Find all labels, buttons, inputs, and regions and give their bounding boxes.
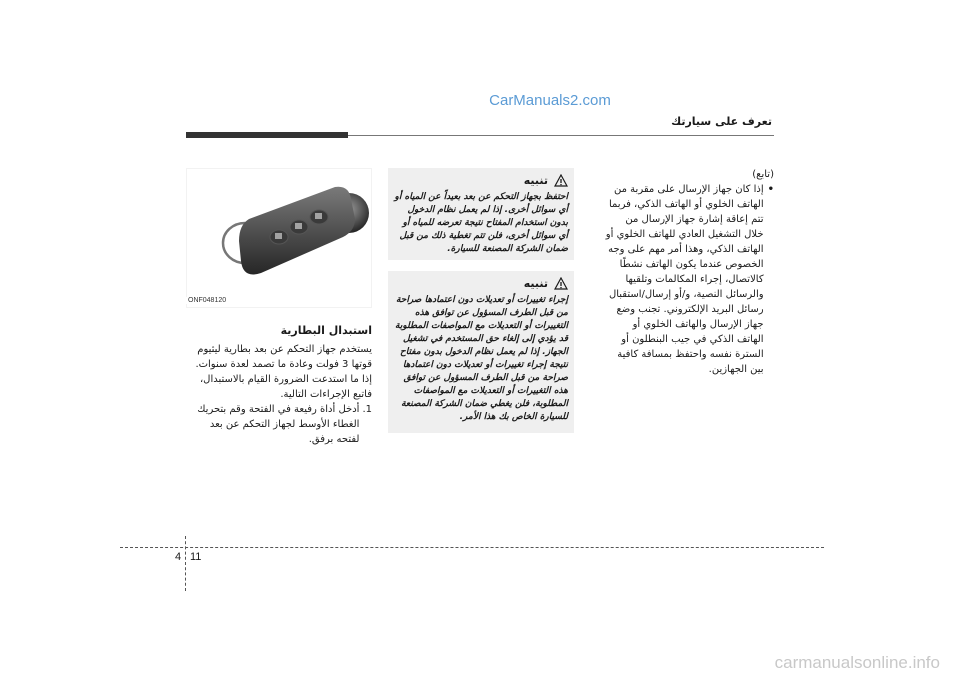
bullet-text: إذا كان جهاز الإرسال على مقربة من الهاتف الخلوي أو الهاتف الذكي، فربما تتم إعاقة إشارة جهاز الإرسال من خلال التشغيل العادي للهاتف الخلوي أو الهاتف الذكي، وهذا أمر مهم على وجه الخصوص عندما يكون الهاتف نشطًا كالاتصال، إجراء المكالمات وتلقيها والرسائل النصية، و/أو إرسال/استقبال رسائل البريد الإلكتروني. تجنب وضع جهاز الإرسال والهاتف الخلوي أو الهاتف الذكي في جيب البنطلون أو السترة نفسه واحتفظ بمسافة كافية بين الجهازين.: [605, 184, 764, 375]
caution-box-modifications: [388, 271, 574, 433]
footer-rule: [120, 547, 824, 548]
right-column: [604, 167, 774, 377]
header-bar: [186, 132, 348, 138]
warning-triangle-icon: [554, 174, 568, 187]
caution-text: احتفظ بجهاز التحكم عن بعد بعيداً عن المياه أو أي سوائل أخرى. إذا لم يعمل نظام الدخول بدون استخدام المفتاح نتيجة تعرضه للمياه أو أي سوائل أخرى، فلن تتم تغطية ذلك من قبل ضمان الشركة المصنعة للسيارة.: [394, 192, 568, 254]
caution-heading: [394, 277, 568, 290]
section-title: استبدال البطارية: [280, 324, 372, 337]
footer-divider: [185, 536, 186, 591]
section-number: 4: [175, 551, 182, 563]
step-text: أدخل أداة رفيعة في الفتحة وقم بتحريك الغطاء الأوسط لجهاز التحكم عن بعد لفتحه برفق.: [197, 404, 360, 445]
bullet-icon: •: [767, 184, 774, 195]
page-number: 11: [190, 551, 202, 563]
figure-code: ONF048120: [188, 297, 227, 304]
caution-label: تنبيه: [523, 277, 548, 290]
caution-label: تنبيه: [523, 174, 548, 187]
key-fob-figure: [186, 168, 372, 308]
bullet-item: [604, 182, 774, 377]
header-rule: [348, 135, 774, 136]
caution-text: إجراء تغييرات أو تعديلات دون اعتمادها صراحة من قبل الطرف المسؤول عن توافق هذه التغييرات أو التعديلات مع المواصفات المطلوبة قد يؤدي إلى إلغاء حق المستخدم في تشغيل الجهاز. إذا لم يعمل نظام الدخول بدون مفتاح نتيجة إجراء تغييرات أو تعديلات دون اعتمادها صراحة من قبل الطرف المسؤول عن توافق هذه التغييرات أو التعديلات مع المواصفات المطلوبة، فلن يغطي ضمان الشركة المصنعة للسيارة الخاص بك هذا الأمر.: [395, 295, 568, 422]
caution-box-water: [388, 168, 574, 260]
warning-triangle-icon: [554, 277, 568, 290]
caution-heading: [394, 174, 568, 187]
step-item: [186, 402, 372, 447]
watermark-bottom: carmanualsonline.info: [774, 653, 940, 672]
step-number: 1.: [362, 404, 372, 415]
watermark-top: CarManuals2.com: [489, 92, 611, 109]
continued-label: (تابع): [752, 169, 774, 180]
page-header-title: تعرف على سيارتك: [671, 115, 772, 128]
key-fob-illustration: [187, 169, 371, 307]
left-column: [186, 323, 372, 447]
section-intro: يستخدم جهاز التحكم عن بعد بطارية ليثيوم قوتها 3 فولت وعادة ما تصمد لعدة سنوات. إذا ما استدعت الضرورة القيام بالاستبدال، فاتبع الإجراءات التالية.: [195, 344, 372, 400]
